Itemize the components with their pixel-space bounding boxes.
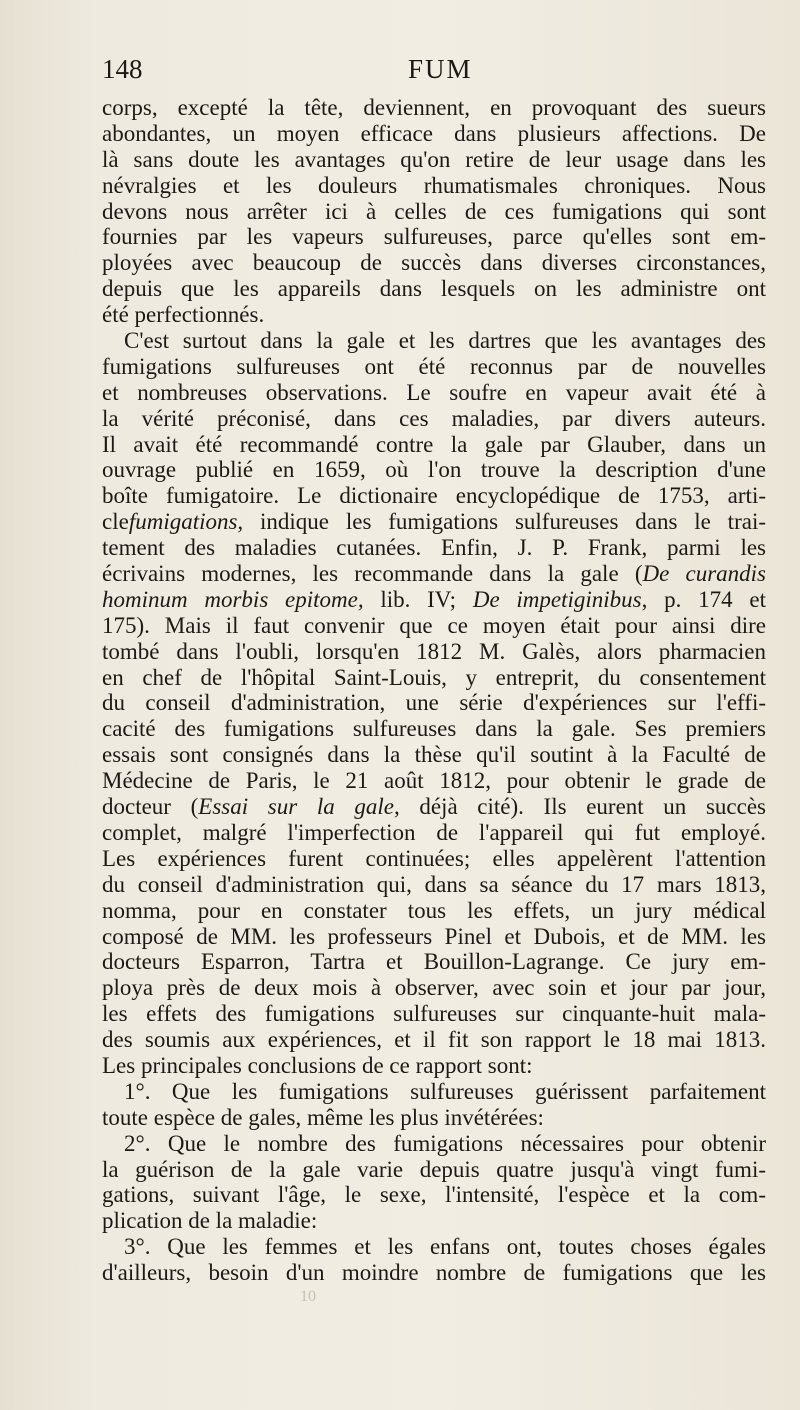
text-span: la vérité préconisé, dans ces maladies, par divers auteurs. — [102, 405, 766, 431]
text-span: toute espèce de gales, même les plus invétérées: — [102, 1104, 544, 1130]
text-line — [102, 690, 766, 716]
text-line — [102, 794, 766, 820]
text-line — [102, 716, 766, 742]
text-span: gations, suivant l'âge, le sexe, l'intensité, l'espèce et la com- — [102, 1182, 766, 1208]
running-title: FUM — [408, 54, 473, 84]
text-span: Les expériences furent continuées; elles appelèrent l'attention — [102, 845, 766, 871]
text-span: cle — [102, 509, 129, 535]
text-span: , p. 174 et — [641, 586, 766, 612]
text-line — [102, 1182, 766, 1208]
text-span: été perfectionnés. — [102, 302, 265, 328]
text-span: 3°. Que les femmes et les enfans ont, toutes choses égales — [124, 1234, 766, 1260]
text-span: cacité des fumigations sulfureuses dans la gale. Ses premiers — [102, 716, 766, 742]
text-line — [102, 276, 766, 302]
text-span: essais sont consignés dans la thèse qu'il soutint à la Faculté de — [102, 742, 766, 768]
text-span: Il avait été recommandé contre la gale par Glauber, dans un — [102, 431, 766, 457]
text-span: lib. IV; — [363, 586, 473, 612]
text-line — [102, 1001, 766, 1027]
text-span: composé de MM. les professeurs Pinel et Dubois, et de MM. les — [102, 923, 766, 949]
text-span: nomma, pour en constater tous les effets, un jury médical — [102, 897, 766, 923]
text-span: 1°. Que les fumigations sulfureuses guérissent parfaitement — [124, 1078, 766, 1104]
text-line — [102, 380, 766, 406]
text-line — [102, 535, 766, 561]
text-span: Les principales conclusions de ce rapport sont: — [102, 1052, 533, 1078]
text-line — [102, 1208, 766, 1234]
text-line — [102, 820, 766, 846]
text-span: la guérison de la gale varie depuis quatre jusqu'à vingt fumi- — [102, 1156, 766, 1182]
text-line — [102, 1053, 766, 1079]
text-line — [102, 509, 766, 535]
text-line — [102, 432, 766, 458]
text-span: ploya près de deux mois à observer, avec soin et jour par jour, — [102, 975, 766, 1001]
text-span: des soumis aux expériences, et il fit son rapport le 18 mai 1813. — [102, 1027, 766, 1053]
text-span: les effets des fumigations sulfureuses sur cinquante-huit mala- — [102, 1001, 766, 1027]
italic-span: De curandis — [642, 561, 766, 587]
text-line — [102, 95, 766, 121]
text-line — [102, 173, 766, 199]
text-line — [102, 250, 766, 276]
text-line — [102, 665, 766, 691]
text-span: docteurs Esparron, Tartra et Bouillon-Lagrange. Ce jury em- — [102, 949, 766, 975]
text-line — [102, 1079, 766, 1105]
page-number: 148 — [102, 54, 143, 84]
text-line — [102, 846, 766, 872]
text-line — [102, 121, 766, 147]
text-span: 2°. Que le nombre des fumigations nécessaires pour obtenir — [124, 1130, 766, 1156]
text-line — [102, 949, 766, 975]
text-span: , déjà cité). Ils eurent un succès — [393, 794, 766, 820]
text-line — [102, 587, 766, 613]
text-line — [102, 768, 766, 794]
text-span: et nombreuses observations. Le soufre en vapeur avait été à — [102, 379, 766, 405]
text-line — [102, 483, 766, 509]
text-line — [102, 975, 766, 1001]
text-line — [102, 1260, 766, 1286]
text-span: corps, excepté la tête, deviennent, en provoquant des sueurs — [102, 95, 766, 120]
text-line — [102, 639, 766, 665]
text-span: là sans doute les avantages qu'on retire de leur usage dans les — [102, 146, 766, 172]
italic-span: Essai sur la gale — [198, 794, 394, 820]
text-line — [102, 224, 766, 250]
text-span: abondantes, un moyen efficace dans plusieurs affections. De — [102, 120, 766, 146]
text-span: du conseil d'administration qui, dans sa séance du 17 mars 1813, — [102, 871, 766, 897]
text-span: écrivains modernes, les recommande dans la gale ( — [102, 561, 643, 587]
text-line — [102, 354, 766, 380]
text-span: Médecine de Paris, le 21 août 1812, pour obtenir le grade de — [102, 768, 766, 794]
text-line — [102, 457, 766, 483]
text-line — [102, 742, 766, 768]
text-line — [102, 1027, 766, 1053]
text-span: devons nous arrêter ici à celles de ces fumigations qui sont — [102, 198, 766, 224]
body-text — [102, 95, 766, 1286]
text-span: depuis que les appareils dans lesquels on les administre ont — [102, 276, 766, 302]
text-span: boîte fumigatoire. Le dictionaire encyclopédique de 1753, arti- — [102, 483, 766, 509]
text-line — [102, 1105, 766, 1131]
text-line — [102, 406, 766, 432]
text-span: complet, malgré l'imperfection de l'appareil qui fut employé. — [102, 819, 766, 845]
text-span: névralgies et les douleurs rhumatismales chroniques. Nous — [102, 172, 766, 198]
text-line — [102, 1131, 766, 1157]
text-line — [102, 561, 766, 587]
italic-span: fumigations, — [128, 509, 244, 535]
text-span: plication de la maladie: — [102, 1208, 318, 1234]
text-span: C'est surtout dans la gale et les dartres que les avantages des — [124, 328, 766, 354]
text-line — [102, 1234, 766, 1260]
text-line — [102, 199, 766, 225]
italic-span: De impetiginibus — [472, 586, 642, 612]
text-span: tombé dans l'oubli, lorsqu'en 1812 M. Galès, alors pharmacien — [102, 638, 766, 664]
text-span: ouvrage publié en 1659, où l'on trouve la description d'une — [102, 457, 766, 483]
text-span: tement des maladies cutanées. Enfin, J. P. Frank, parmi les — [102, 535, 766, 561]
text-line — [102, 872, 766, 898]
text-span: indique les fumigations sulfureuses dans le trai- — [243, 509, 766, 535]
text-span: 175). Mais il faut convenir que ce moyen était pour ainsi dire — [102, 612, 766, 638]
text-span: d'ailleurs, besoin d'un moindre nombre de fumigations que les — [102, 1260, 766, 1286]
text-span: du conseil d'administration, une série d'expériences sur l'effi- — [102, 690, 766, 716]
text-line — [102, 302, 766, 328]
page-header — [102, 54, 766, 94]
text-span: docteur ( — [102, 794, 199, 820]
text-span: fumigations sulfureuses ont été reconnus par de nouvelles — [102, 353, 766, 379]
text-span: ployées avec beaucoup de succès dans diverses circonstances, — [102, 250, 766, 276]
text-span: fournies par les vapeurs sulfureuses, parce qu'elles sont em- — [102, 224, 766, 250]
text-line — [102, 1157, 766, 1183]
text-line — [102, 613, 766, 639]
text-line — [102, 898, 766, 924]
show-through-mark: 10 — [300, 1288, 316, 1305]
text-span: en chef de l'hôpital Saint-Louis, y entreprit, du consentement — [102, 664, 766, 690]
text-line — [102, 924, 766, 950]
italic-span: hominum morbis epitome, — [102, 586, 364, 612]
text-line — [102, 147, 766, 173]
text-line — [102, 328, 766, 354]
